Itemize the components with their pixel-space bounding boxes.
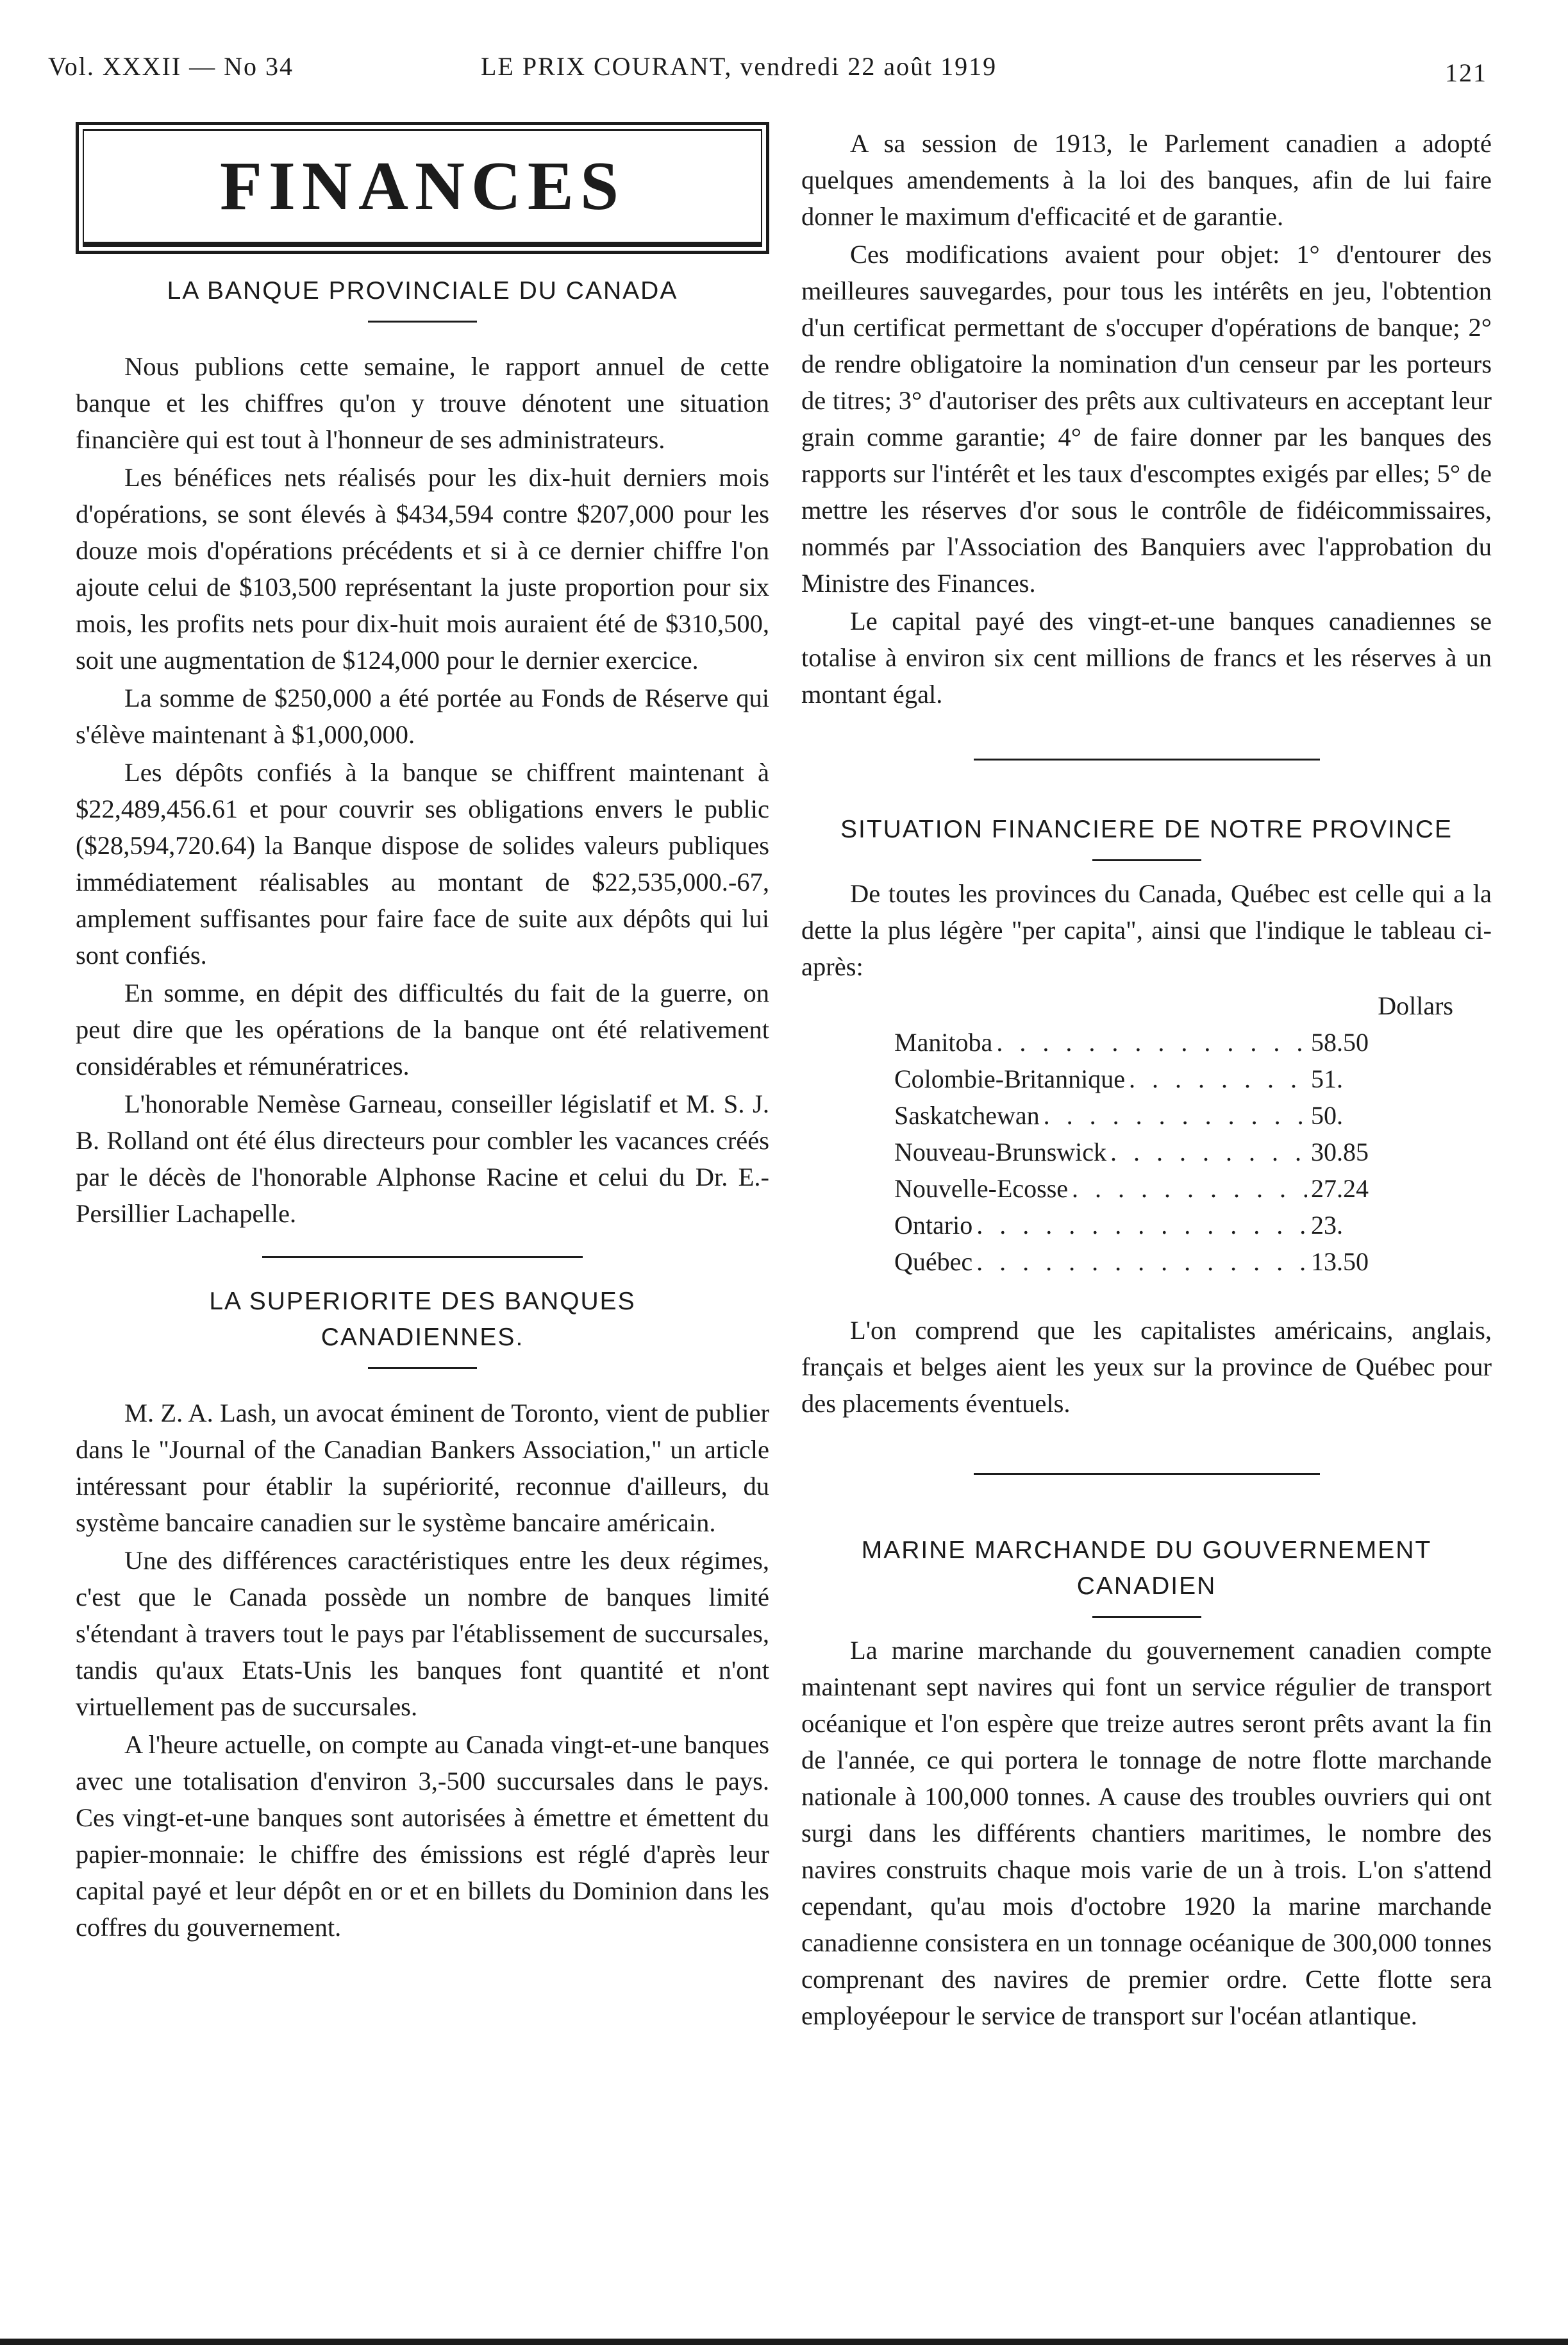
paragraph: Ces modifications avaient pour objet: 1° d'entourer des meilleures sauvegardes, pour tous les intérêts en jeu, l'obtention d'un certificat permettant de s'occuper d'opérations de banque; 2° de rendre obligatoire la nomination d'un censeur par les porteurs de titres; 3° d'autoriser des prêts aux cultivateurs en acceptant leur grain comme garantie; 4° de faire donner par les banques des rapports sur l'intérêt et les taux d'escomptes exigés par elles; 5° de mettre les réserves d'or sous le contrôle de fidéicommissaires, nommés par l'Association des Banquiers avec l'approbation du Ministre des Finances. [801, 240, 1492, 598]
article-heading-superiorite: LA SUPERIORITE DES BANQUES CANADIENNES. [209, 1288, 636, 1351]
province-name: Québec [894, 1247, 973, 1276]
paragraph: Une des différences caractéristiques entre les deux régimes, c'est que le Canada possède un nombre de banques limité s'étendant à travers tout le pays par l'établissement de succursales, tandis qu'aux Etats-Unis les banques font quantité et n'ont virtuellement pas de succursales. [76, 1546, 769, 1721]
province-name: Manitoba [894, 1028, 993, 1057]
paragraph: En somme, en dépit des difficultés du fait de la guerre, on peut dire que les opérations de la banque ont été relativement considérables et rémunératrices. [76, 979, 769, 1080]
province-value: 50. [1311, 1101, 1343, 1130]
article-body-marine-marchande [801, 1632, 1492, 2034]
article-body-superiorite-continued [801, 125, 1492, 712]
volume-label: Vol. XXXII — No 34 [48, 52, 294, 81]
province-name: Colombie-Britannique [894, 1064, 1125, 1093]
paragraph: A l'heure actuelle, on compte au Canada vingt-et-une banques avec une totalisation d'environ 3,-500 succursales dans le pays. Ces vingt-et-une banques sont autorisées à émettre et émettent du papier-monnaie: le chiffre des émissions est réglé d'après leur capital payé et leur dépôt en or et en billets du Dominion dans les coffres du gouvernement. [76, 1730, 769, 1942]
table-intro: De toutes les provinces du Canada, Québec est celle qui a la dette la plus légère "per capita", ainsi que l'indique le tableau ci-après: [801, 879, 1492, 981]
paragraph: Nous publions cette semaine, le rapport annuel de cette banque et les chiffres qu'on y trouve dénotent une situation financière qui est tout à l'honneur de ses administrateurs. [76, 352, 769, 454]
section-divider [262, 1256, 583, 1258]
leader-dots [1129, 1061, 1307, 1097]
paragraph: Les dépôts confiés à la banque se chiffrent maintenant à $22,489,456.61 et pour couvrir ses obligations envers le public ($28,594,720.64) la Banque dispose de solides valeurs publiques immédiatement réalisables au montant de $22,535,000.-67, amplement suffisantes pour faire face de suite aux dépôts qui lui sont confiés. [76, 758, 769, 970]
province-value: 13.50 [1311, 1247, 1369, 1276]
paragraph: A sa session de 1913, le Parlement canadien a adopté quelques amendements à la loi des banques, afin de lui faire donner le maximum d'efficacité et de garantie. [801, 129, 1492, 231]
province-value: 30.85 [1311, 1138, 1369, 1166]
province-value: 58.50 [1311, 1028, 1369, 1057]
province-value: 23. [1311, 1211, 1343, 1240]
paragraph: L'honorable Nemèse Garneau, conseiller législatif et M. S. J. B. Rolland ont été élus directeurs pour combler les vacances créés par le décès de l'honorable Alphonse Racine et celui du Dr. E.-Persillier Lachapelle. [76, 1089, 769, 1228]
article-heading-situation-financiere: SITUATION FINANCIERE DE NOTRE PROVINCE [840, 816, 1453, 843]
table-row [894, 1061, 1375, 1097]
heading-rule [368, 1367, 477, 1369]
table-outro: L'on comprend que les capitalistes américains, anglais, français et belges aient les yeux sur la province de Québec pour des placements éventuels. [801, 1316, 1492, 1418]
paragraph: M. Z. A. Lash, un avocat éminent de Toronto, vient de publier dans le "Journal of the Canadian Bankers Association," un article intéressant pour établir la supériorité, reconnue d'ailleurs, du système bancaire canadien sur le système bancaire américain. [76, 1399, 769, 1537]
province-value: 51. [1311, 1064, 1343, 1093]
banner-title: FINANCES [219, 148, 626, 224]
paragraph: La marine marchande du gouvernement canadien compte maintenant sept navires qui font un service régulier de transport océanique et l'on espère que treize autres seront prêts avant la fin de l'année, ce qui portera le tonnage de notre flotte marchande nationale à 100,000 tonnes. A cause des troubles ouvriers qui ont surgi dans les différents chantiers maritimes, le nombre des navires construits chaque mois varie de un à trois. L'on s'attend cependant, qu'au mois d'octobre 1920 la marine marchande canadienne consistera en un tonnage océanique de 300,000 tonnes comprenant des navires de premier ordre. Cette flotte sera employéepour le service de transport sur l'océan atlantique. [801, 1636, 1492, 2030]
page-bottom-edge [0, 2339, 1568, 2345]
section-divider [974, 759, 1320, 761]
right-column [801, 125, 1492, 2035]
table-row [894, 1134, 1375, 1170]
article-heading-marine-marchande: MARINE MARCHANDE DU GOUVERNEMENT CANADIEN [861, 1536, 1432, 1600]
paragraph: Les bénéfices nets réalisés pour les dix-huit derniers mois d'opérations, se sont élevés à $434,594 contre $207,000 pour les douze mois d'opérations précédents et si à ce dernier chiffre l'on ajoute celui de $103,500 représentant la juste proportion pour six mois, les profits nets pour dix-huit mois auraient été de $310,500, soit une augmentation de $124,000 pour le dernier exercice. [76, 463, 769, 675]
article-heading-banque-provinciale: LA BANQUE PROVINCIALE DU CANADA [167, 277, 678, 305]
heading-rule [1092, 1616, 1201, 1618]
finances-banner [76, 122, 769, 254]
page-number: 121 [1445, 58, 1487, 87]
heading-rule [1092, 859, 1201, 861]
left-column [76, 122, 769, 1947]
table-row [894, 1170, 1375, 1207]
leader-dots [976, 1243, 1307, 1280]
debt-table [801, 988, 1492, 1280]
leader-dots [1110, 1134, 1307, 1170]
article-body-banque-provinciale [76, 348, 769, 1232]
leader-dots [976, 1207, 1307, 1243]
banner-frame [83, 129, 762, 247]
leader-dots [1072, 1170, 1307, 1207]
table-row [894, 1243, 1375, 1280]
table-column-header: Dollars [1378, 991, 1453, 1020]
table-row [894, 1207, 1375, 1243]
province-name: Nouvelle-Ecosse [894, 1174, 1069, 1203]
leader-dots [1044, 1097, 1307, 1134]
table-row [894, 1097, 1375, 1134]
province-value: 27.24 [1311, 1174, 1369, 1203]
publication-line: LE PRIX COURANT, vendredi 22 août 1919 [481, 52, 997, 81]
province-name: Saskatchewan [894, 1101, 1040, 1130]
heading-rule [368, 321, 477, 323]
province-name: Nouveau-Brunswick [894, 1138, 1107, 1166]
province-name: Ontario [894, 1211, 973, 1240]
article-body-superiorite [76, 1395, 769, 1946]
section-divider [974, 1473, 1320, 1475]
leader-dots [996, 1024, 1307, 1061]
paragraph: La somme de $250,000 a été portée au Fonds de Réserve qui s'élève maintenant à $1,000,000. [76, 684, 769, 749]
paragraph: Le capital payé des vingt-et-une banques canadiennes se totalise à environ six cent millions de francs et les réserves à un montant égal. [801, 607, 1492, 709]
table-row [894, 1024, 1375, 1061]
running-head [48, 51, 1487, 90]
